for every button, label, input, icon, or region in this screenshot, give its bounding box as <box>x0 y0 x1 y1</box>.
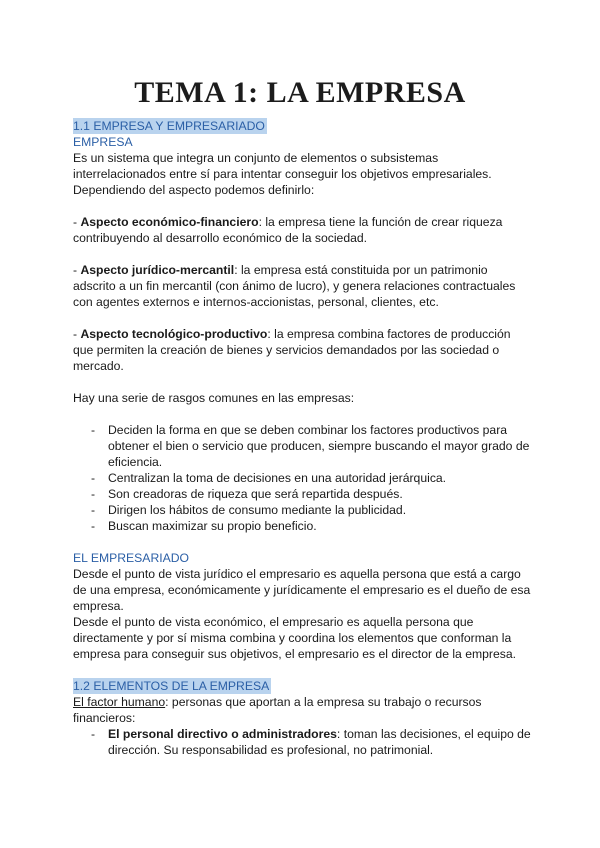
empresariado-paragraph-2: Desde el punto de vista económico, el empresario es aquella persona que directamente y por sí misma combina y coordina los elementos que conforman la empresa para conseguir sus objetivos, el empresario es el director de la empresa. <box>73 615 517 661</box>
list-item: - Dirigen los hábitos de consumo mediante la publicidad. <box>73 502 533 518</box>
paragraph-intro: Es un sistema que integra un conjunto de elementos o subsistemas interrelacionados entre sí para intentar conseguir los objetivos empresariales. Dependiendo del aspecto podemos definirlo: <box>73 151 492 197</box>
aspect-juridico-label: Aspecto jurídico-mercantil <box>80 263 235 277</box>
factor-humano: El factor humano: personas que aportan a la empresa su trabajo o recursos financieros: <box>73 695 482 725</box>
document-body <box>73 118 533 758</box>
factor-list <box>73 726 533 758</box>
aspect-tecnologico-label: Aspecto tecnológico-productivo <box>80 327 268 341</box>
list-item: - Buscan maximizar su propio beneficio. <box>73 518 533 534</box>
aspect-tecnologico: - Aspecto tecnológico-productivo: la empresa combina factores de producción que permiten la creación de bienes y servicios demandados por las sociedad o mercado. <box>73 327 511 373</box>
empresariado-paragraph-1: Desde el punto de vista jurídico el empresario es aquella persona que está a cargo de una empresa, económicamente y jurídicamente el empresario es el dueño de esa empresa. <box>73 567 531 613</box>
rasgos-intro: Hay una serie de rasgos comunes en las empresas: <box>73 391 355 405</box>
list-item: - El personal directivo o administradores: toman las decisiones, el equipo de dirección. Su responsabilidad es profesional, no patrimonial. <box>73 726 533 758</box>
list-item: - Son creadoras de riqueza que será repartida después. <box>73 486 533 502</box>
factor-humano-label: El factor humano <box>73 695 166 709</box>
page-title: TEMA 1: LA EMPRESA <box>134 76 466 109</box>
aspect-juridico: - Aspecto jurídico-mercantil: la empresa está constituida por un patrimonio adscrito a un fin mercantil (con ánimo de lucro), y genera relaciones contractuales con agentes externos e internos-accionistas, personal, clientes, etc. <box>73 263 516 309</box>
list-item: - Deciden la forma en que se deben combinar los factores productivos para obtener el bien o servicio que producen, siempre buscando el mayor grado de eficiencia. <box>73 422 533 470</box>
subheading-empresariado: EL EMPRESARIADO <box>73 551 190 565</box>
section-heading-1-2: 1.2 ELEMENTOS DE LA EMPRESA <box>73 679 270 693</box>
subheading-empresa: EMPRESA <box>73 135 133 149</box>
rasgos-list <box>73 422 533 534</box>
aspect-economico-label: Aspecto económico-financiero <box>80 215 259 229</box>
section-heading-1-1: 1.1 EMPRESA Y EMPRESARIADO <box>73 119 265 133</box>
list-item: - Centralizan la toma de decisiones en una autoridad jerárquica. <box>73 470 533 486</box>
aspect-economico: - Aspecto económico-financiero: la empresa tiene la función de crear riqueza contribuyendo al desarrollo económico de la sociedad. <box>73 215 503 245</box>
